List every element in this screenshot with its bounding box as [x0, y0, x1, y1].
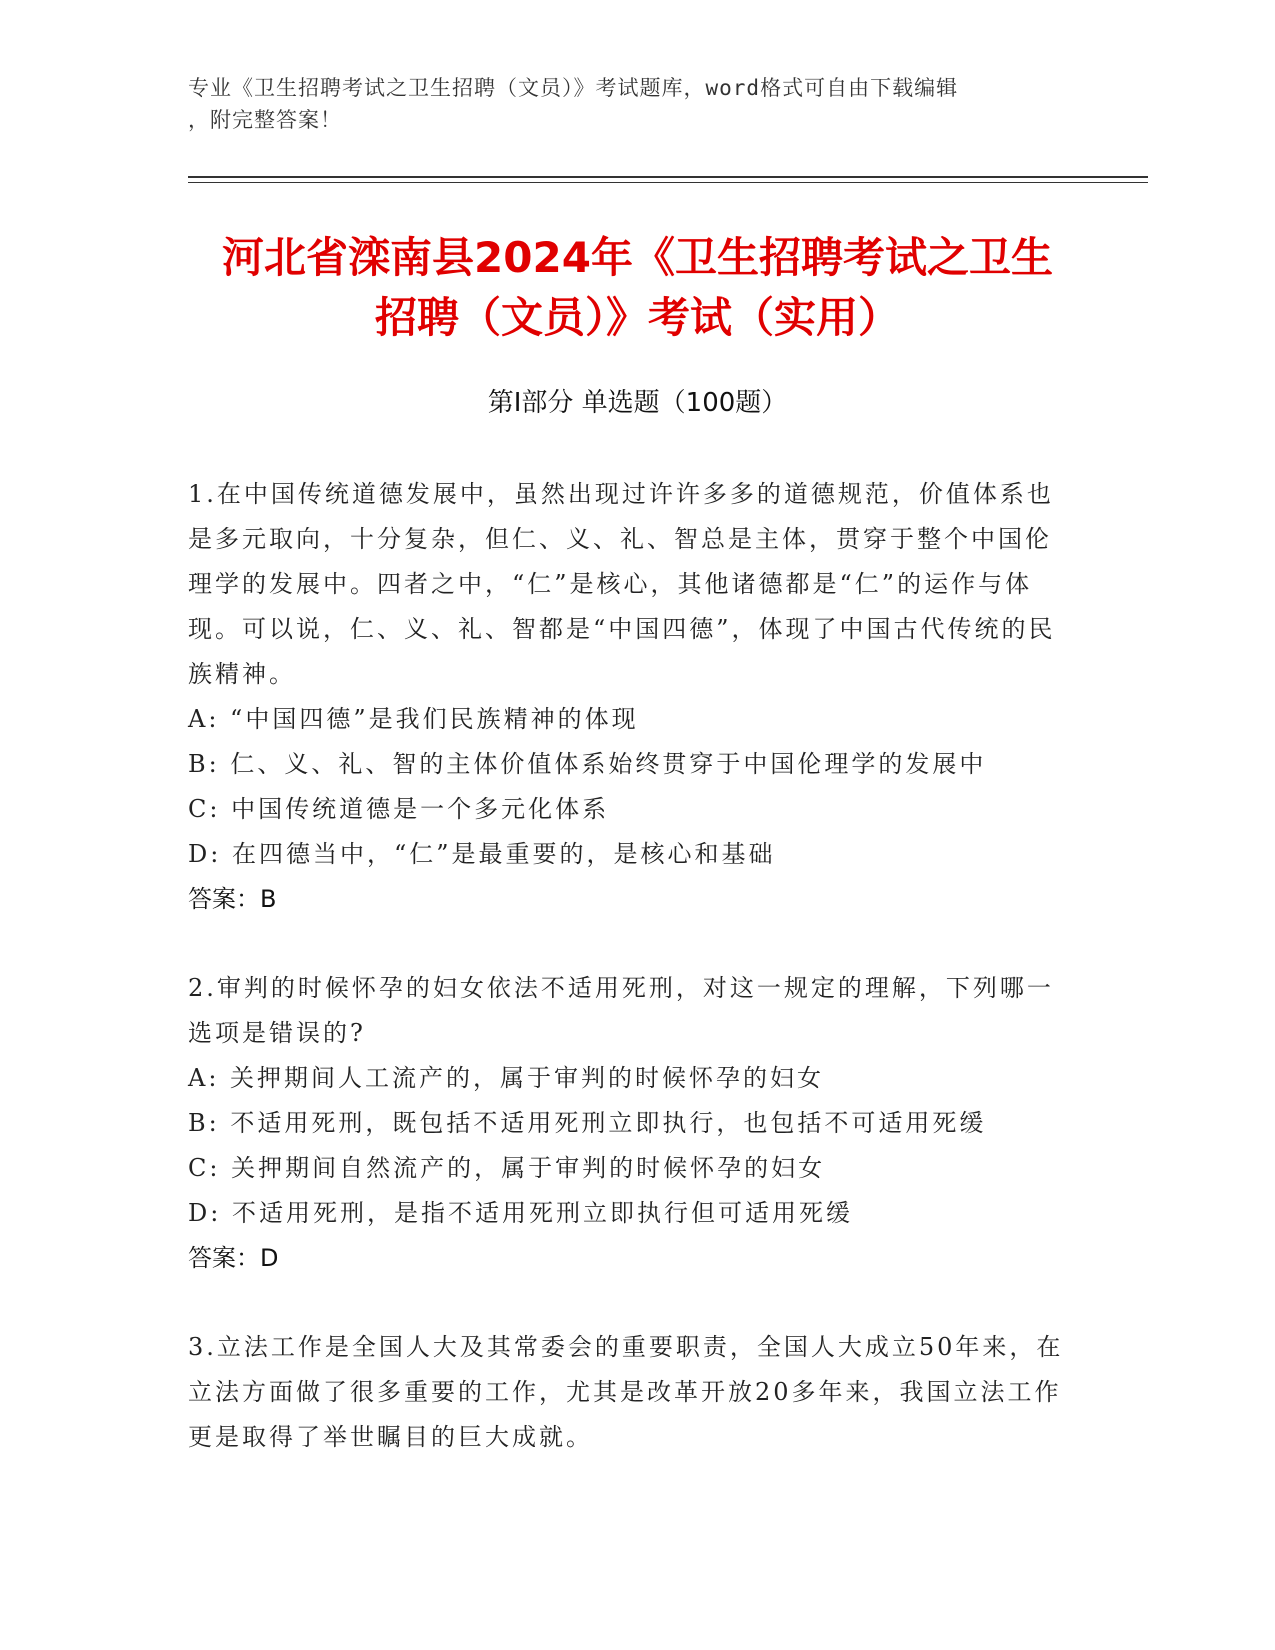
answer: 答案：B — [188, 885, 277, 913]
question-stem: 2.审判的时候怀孕的妇女依法不适用死刑，对这一规定的理解，下列哪一选项是错误的? — [188, 974, 1054, 1047]
question-3 — [188, 1325, 1068, 1460]
header-note-line-2: ，附完整答案！ — [188, 108, 342, 132]
answer: 答案：D — [188, 1244, 279, 1272]
header-note-line-1: 专业《卫生招聘考试之卫生招聘（文员）》考试题库，word格式可自由下载编辑 — [188, 76, 959, 100]
question-2 — [188, 966, 1068, 1281]
option-d: D: 在四德当中，“仁”是最重要的，是核心和基础 — [188, 840, 776, 868]
header-note — [188, 72, 1088, 136]
option-d: D: 不适用死刑，是指不适用死刑立即执行但可适用死缓 — [188, 1199, 853, 1227]
option-a: A: “中国四德”是我们民族精神的体现 — [188, 705, 639, 733]
document-title-line-2: 招聘（文员）》考试（实用） — [374, 293, 900, 342]
option-a: A: 关押期间人工流产的，属于审判的时候怀孕的妇女 — [188, 1064, 825, 1092]
option-c: C: 关押期间自然流产的，属于审判的时候怀孕的妇女 — [188, 1154, 826, 1182]
question-list — [188, 472, 1068, 1504]
option-b: B: 不适用死刑，既包括不适用死刑立即执行，也包括不可适用死缓 — [188, 1109, 987, 1137]
question-1 — [188, 472, 1068, 922]
question-stem: 3.立法工作是全国人大及其常委会的重要职责，全国人大成立50年来，在立法方面做了很多重要的工作，尤其是改革开放20多年来，我国立法工作更是取得了举世瞩目的巨大成就。 — [188, 1333, 1064, 1451]
document-title-line-1: 河北省滦南县2024年《卫生招聘考试之卫生 — [222, 233, 1053, 282]
header-divider-thick — [188, 176, 1148, 178]
header-divider-thin — [188, 182, 1148, 183]
option-c: C: 中国传统道德是一个多元化体系 — [188, 795, 610, 823]
document-title — [150, 228, 1125, 348]
option-b: B: 仁、义、礼、智的主体价值体系始终贯穿于中国伦理学的发展中 — [188, 750, 987, 778]
question-stem: 1.在中国传统道德发展中，虽然出现过许许多多的道德规范，价值体系也是多元取向，十分复杂，但仁、义、礼、智总是主体，贯穿于整个中国伦理学的发展中。四者之中，“仁”是核心，其他诸德都是“仁”的运作与体现。可以说，仁、义、礼、智都是“中国四德”，体现了中国古代传统的民族精神。 — [188, 480, 1056, 688]
section-title: 第Ⅰ部分 单选题（100题） — [487, 388, 788, 418]
